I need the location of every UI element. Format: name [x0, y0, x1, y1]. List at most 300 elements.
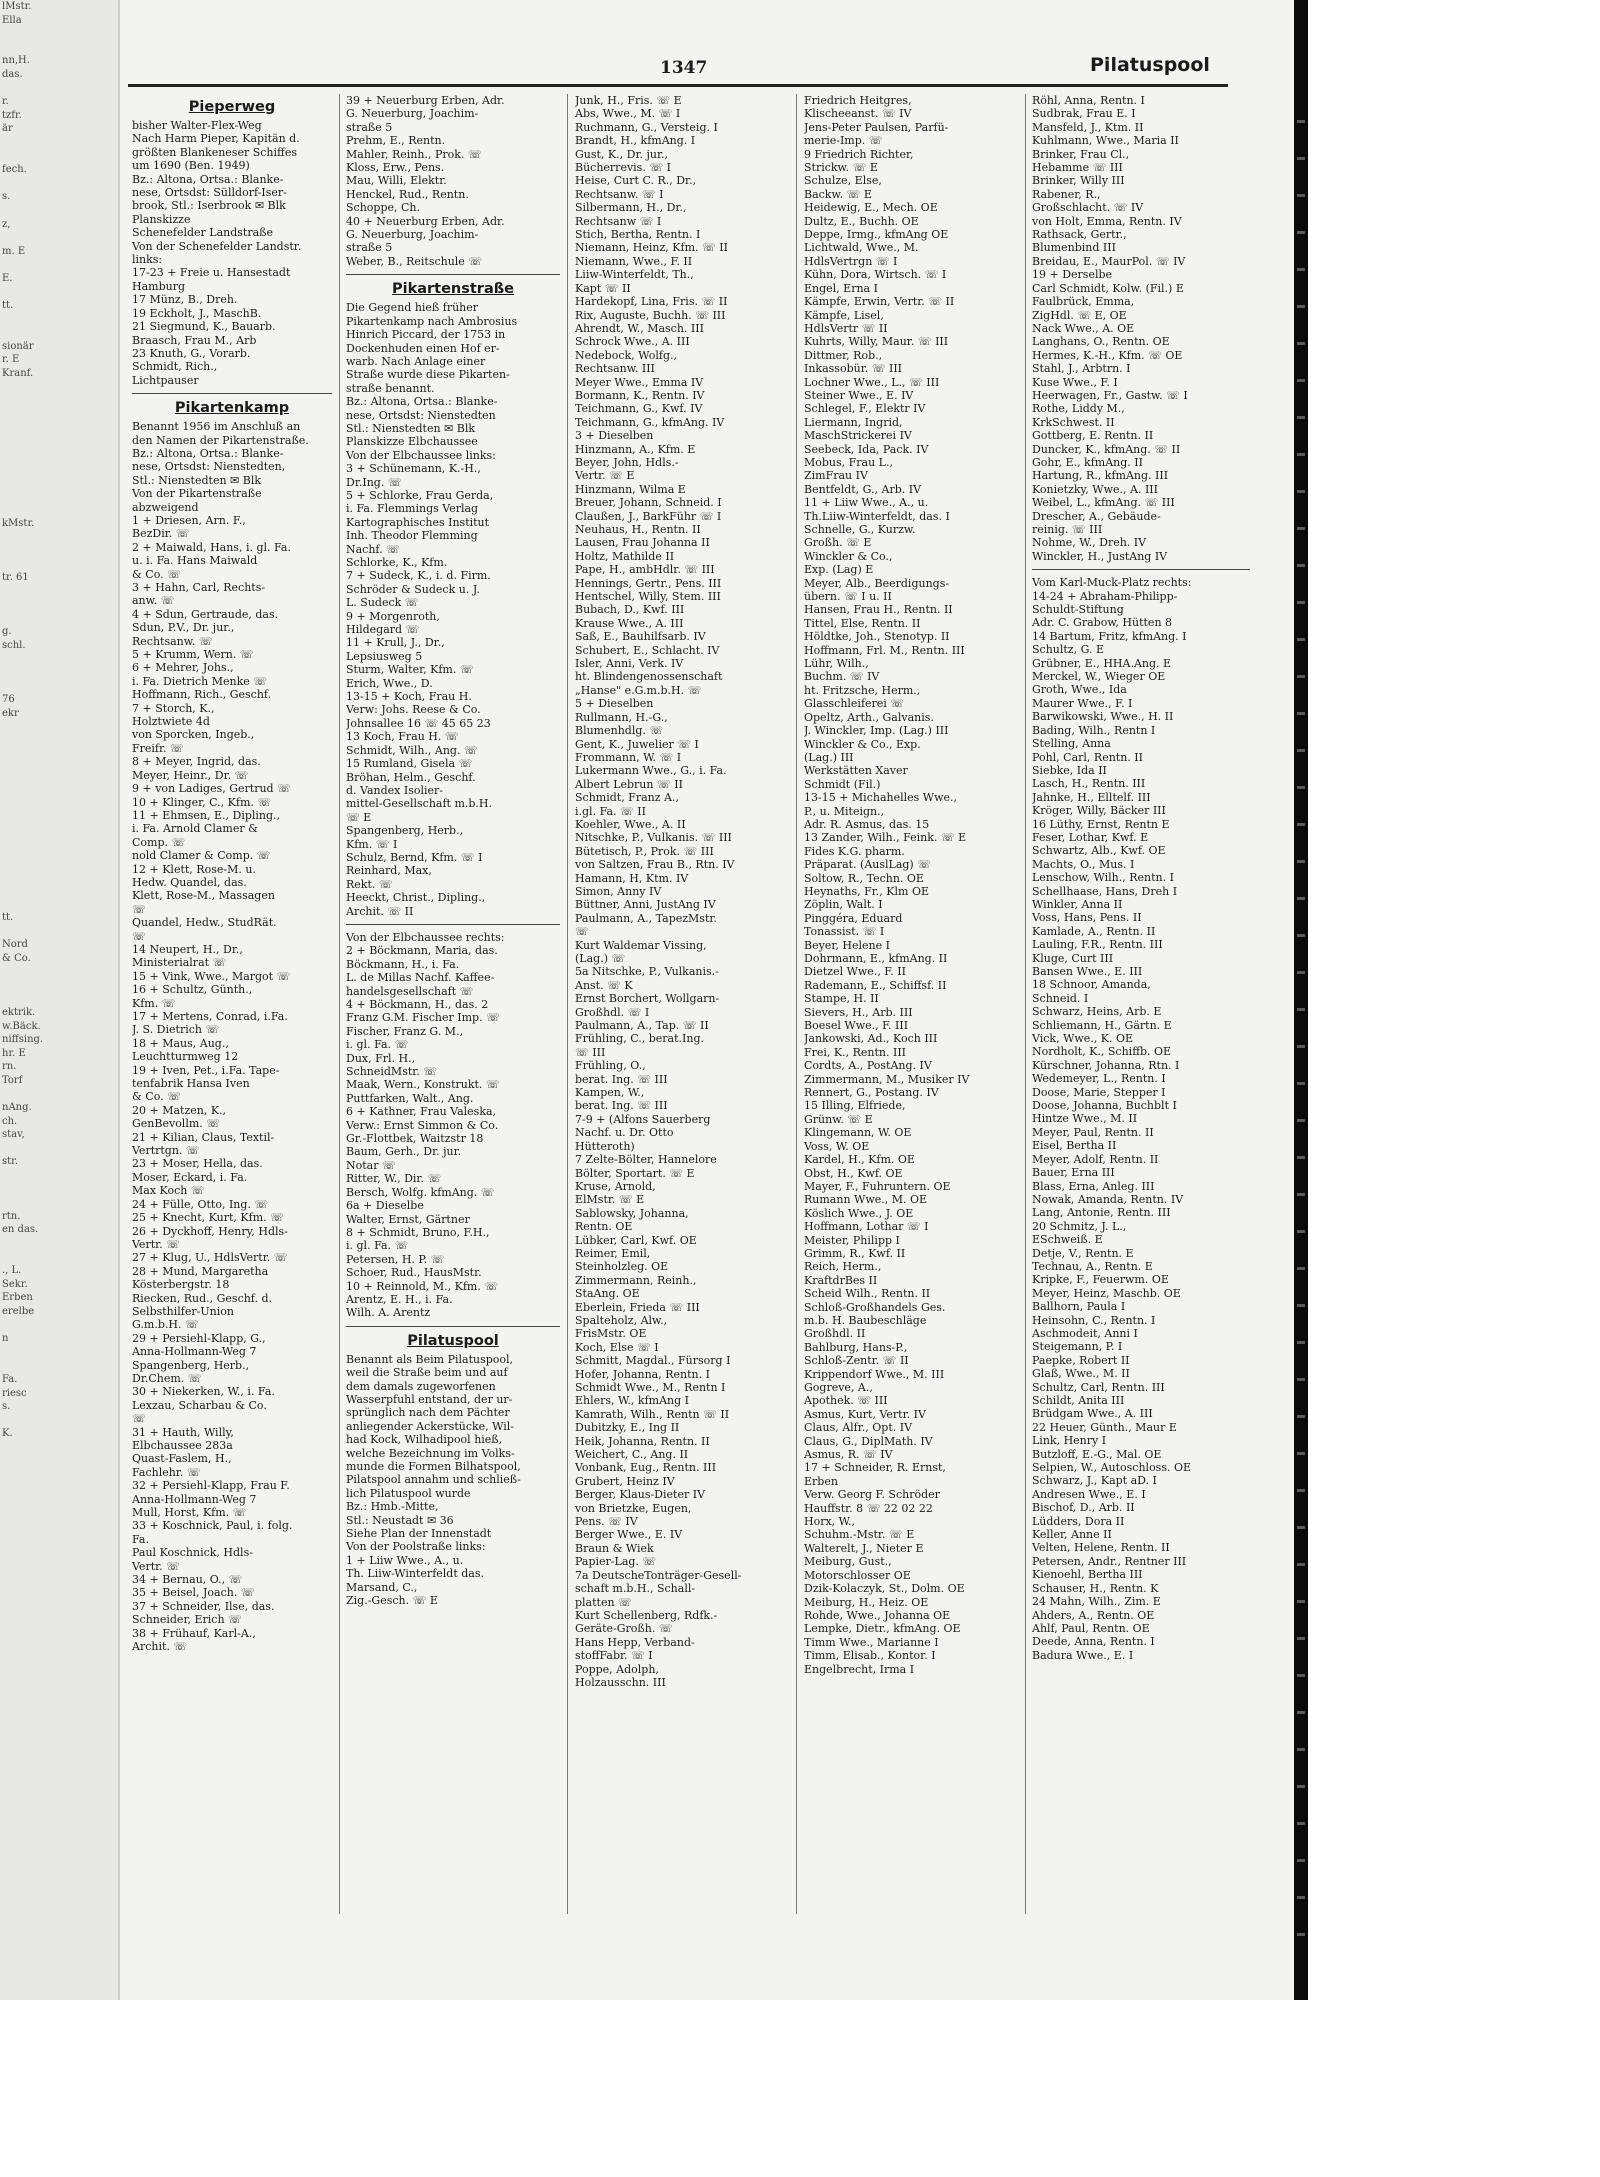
directory-entry-line: Die Gegend hieß früher: [346, 301, 479, 315]
directory-entry-line: 34 + Bernau, O., ☏: [132, 1573, 243, 1587]
binding-mark: [1297, 1748, 1305, 1751]
directory-entry-line: Grubert, Heinz IV: [575, 1474, 675, 1488]
directory-entry-line: Gogreve, A.,: [804, 1381, 873, 1394]
directory-entry-line: Hans Hepp, Verband-: [575, 1635, 695, 1649]
directory-entry-line: Weber, B., Reitschule ☏: [346, 254, 483, 268]
directory-entry-line: lich Pilatuspool wurde: [346, 1486, 471, 1500]
directory-entry-line: Rothe, Liddy M.,: [1032, 402, 1125, 416]
gutter-fragment: [0, 856, 118, 870]
directory-entry-line: Jens-Peter Paulsen, Parfü-: [804, 120, 949, 134]
directory-entry-line: Link, Henry I: [1032, 1434, 1107, 1448]
directory-entry-line: Dietzel Wwe., F. II: [804, 965, 906, 979]
directory-entry-line: Brandt, H., kfmAng. I: [575, 134, 696, 148]
directory-entry-line: Langhans, O., Rentn. OE: [1032, 335, 1170, 349]
directory-entry-line: Asmus, R. ☏ IV: [804, 1448, 893, 1462]
directory-entry-line: nese, Ortsdst: Nienstedten,: [132, 460, 286, 474]
directory-entry-line: Klett, Rose-M., Massagen: [132, 889, 275, 903]
directory-entry-line: 19 + Derselbe: [1032, 268, 1113, 282]
binding-mark: [1297, 860, 1305, 863]
directory-entry-line: Mull, Horst, Kfm. ☏: [132, 1506, 247, 1520]
binding-mark: [1297, 564, 1305, 567]
section-rule: [346, 1326, 560, 1327]
directory-entry-line: Bütetisch, P., Prok. ☏ III: [575, 844, 714, 858]
directory-entry-line: Poppe, Adolph,: [575, 1662, 659, 1676]
directory-entry-line: berat. Ing. ☏ III: [575, 1099, 668, 1113]
directory-entry-line: Straße wurde diese Pikarten-: [346, 368, 510, 382]
gutter-fragment: & Co.: [2, 952, 31, 964]
directory-entry-line: 6 + Mehrer, Johs.,: [132, 661, 234, 675]
directory-entry-line: Schlegel, F., Elektr IV: [804, 402, 926, 416]
directory-entry-line: Dr.Ing. ☏: [346, 475, 402, 489]
directory-entry-line: Von der Elbchaussee rechts:: [346, 930, 505, 944]
directory-entry-line: Schnelle, G., Kurzw.: [804, 523, 916, 536]
gutter-fragment: [0, 394, 118, 408]
directory-entry-line: Asmus, Kurt, Vertr. IV: [804, 1407, 926, 1421]
gutter-fragment: [0, 897, 118, 911]
directory-entry-line: Heik, Johanna, Rentn. II: [575, 1434, 710, 1448]
directory-entry-line: Hennings, Gertr., Pens. III: [575, 576, 722, 590]
directory-entry-line: Kienoehl, Bertha III: [1032, 1568, 1143, 1582]
directory-entry-line: KrkSchwest. II: [1032, 415, 1115, 429]
directory-entry-line: Petersen, H. P. ☏: [346, 1252, 445, 1266]
directory-entry-line: 17 + Schneider, R. Ernst,: [804, 1461, 946, 1475]
directory-entry-line: Zöplin, Walt. I: [804, 898, 883, 912]
directory-entry-line: Reich, Herm.,: [804, 1260, 882, 1274]
gutter-fragment: [0, 965, 118, 979]
directory-entry-line: Stl.: Nienstedten ✉ Blk: [346, 421, 476, 435]
directory-entry-line: Steigemann, P. I: [1032, 1340, 1123, 1354]
directory-entry-line: Barwikowski, Wwe., H. II: [1032, 710, 1174, 724]
directory-entry-line: Sablowsky, Johanna,: [575, 1206, 689, 1220]
gutter-fragment: [0, 816, 118, 830]
directory-entry-line: Saß, E., Bauhilfsarb. IV: [575, 630, 706, 644]
binding-mark: [1297, 268, 1305, 271]
directory-entry-line: Büttner, Anni, JustAng IV: [575, 898, 716, 912]
directory-entry-line: Hinrich Piccard, der 1753 in: [346, 328, 506, 342]
binding-mark: [1297, 1785, 1305, 1788]
directory-entry-line: Bubach, D., Kwf. III: [575, 603, 685, 617]
directory-entry-line: Hoffmann, Rich., Geschf.: [132, 688, 272, 702]
directory-entry-line: Stl.: Nienstedten ✉ Blk: [132, 473, 262, 487]
directory-entry-line: Wasserpfuhl entstand, der ur-: [346, 1392, 513, 1406]
directory-entry-line: nold Clamer & Comp. ☏: [132, 849, 271, 863]
directory-entry-line: Schloß-Großhandels Ges.: [804, 1300, 946, 1314]
directory-entry-line: Kröger, Willy, Bäcker III: [1032, 804, 1166, 818]
directory-entry-line: Badura Wwe., E. I: [1032, 1648, 1134, 1662]
directory-entry-line: J. Winckler, Imp. (Lag.) III: [804, 724, 949, 738]
directory-entry-line: 6 + Kathner, Frau Valeska,: [346, 1105, 497, 1119]
directory-entry-line: Feser, Lothar, Kwf. E: [1032, 830, 1149, 844]
directory-entry-line: Konietzky, Wwe., A. III: [1032, 482, 1158, 496]
directory-entry-line: Kurt Schellenberg, Rdfk.-: [575, 1608, 718, 1622]
directory-entry-line: 7 Zelte-Bölter, Hannelore: [575, 1153, 717, 1167]
gutter-fragment: kMstr.: [2, 517, 35, 529]
directory-entry-line: Kamlade, A., Rentn. II: [1032, 924, 1156, 938]
directory-entry-line: Wilh. A. Arentz: [346, 1306, 431, 1320]
gutter-fragment: [0, 666, 118, 680]
directory-entry-line: Papier-Lag. ☏: [575, 1555, 657, 1569]
directory-entry-line: Pohl, Carl, Rentn. II: [1032, 750, 1143, 764]
gutter-fragment: [0, 734, 118, 748]
directory-entry-line: 38 + Frühauf, Karl-A.,: [132, 1626, 256, 1640]
directory-entry-line: ☏ E: [346, 810, 372, 824]
gutter-fragment: [0, 258, 118, 272]
directory-entry-line: Hamburg: [132, 279, 186, 293]
directory-entry-line: ESchweiß. E: [1032, 1233, 1103, 1247]
binding-mark: [1297, 194, 1305, 197]
directory-entry-line: Ahders, A., Rentn. OE: [1032, 1608, 1155, 1622]
directory-entry-line: 5a Nitschke, P., Vulkanis.-: [575, 965, 719, 979]
directory-entry-line: den Namen der Pikartenstraße.: [132, 433, 309, 447]
directory-entry-line: Th. Liiw-Winterfeldt das.: [346, 1567, 484, 1581]
directory-entry-line: 22 Heuer, Günth., Maur E: [1032, 1420, 1177, 1434]
directory-entry-line: Friedrich Heitgres,: [804, 94, 912, 107]
binding-mark: [1297, 1193, 1305, 1196]
binding-mark: [1297, 1896, 1305, 1899]
directory-entry-line: Ministerialrat ☏: [132, 956, 227, 970]
directory-entry-line: Horx, W.,: [804, 1515, 856, 1529]
gutter-fragment: Erben: [2, 1292, 33, 1304]
gutter-fragment: [0, 1359, 118, 1373]
directory-entry-line: Heerwagen, Fr., Gastw. ☏ I: [1032, 388, 1188, 402]
directory-entry-line: Rathsack, Gertr.,: [1032, 228, 1127, 242]
directory-entry-line: reinig. ☏ III: [1032, 523, 1103, 536]
directory-entry-line: Cordts, A., PostAng. IV: [804, 1059, 932, 1073]
directory-entry-line: Dittmer, Rob.,: [804, 348, 883, 362]
directory-entry-line: Maurer Wwe., F. I: [1032, 696, 1133, 710]
directory-entry-line: Brüdgam Wwe., A. III: [1032, 1407, 1153, 1421]
gutter-fragment: [0, 748, 118, 762]
directory-entry-line: Nack Wwe., A. OE: [1032, 321, 1135, 335]
directory-entry-line: GenBevollm. ☏: [132, 1117, 221, 1131]
directory-entry-line: Von der Schenefelder Landstr.: [132, 239, 302, 253]
directory-entry-line: Eisel, Bertha II: [1032, 1139, 1117, 1153]
gutter-fragment: r. E: [2, 354, 20, 366]
directory-entry-line: Kloss, Erw., Pens.: [346, 161, 445, 175]
gutter-fragment: hr. E: [2, 1047, 26, 1059]
directory-entry-line: Soltow, R., Techn. OE: [804, 871, 924, 885]
directory-entry-line: Rentn. OE: [575, 1220, 633, 1234]
directory-entry-line: platten ☏: [575, 1595, 632, 1609]
directory-entry-line: 13 Koch, Frau H. ☏: [346, 730, 459, 744]
directory-entry-line: weil die Straße beim und auf: [346, 1366, 508, 1380]
directory-entry-line: Weibel, L., kfmAng. ☏ III: [1032, 496, 1175, 510]
directory-entry-line: Ehlers, W., kfmAng I: [575, 1394, 689, 1408]
directory-entry-line: Planskizze Elbchaussee: [346, 435, 478, 449]
directory-entry-line: Duncker, K., kfmAng. ☏ II: [1032, 442, 1181, 456]
directory-entry-line: Nachf. u. Dr. Otto: [575, 1126, 674, 1140]
gutter-fragment: [0, 557, 118, 571]
directory-entry-line: ZimFrau IV: [804, 469, 868, 483]
directory-entry-line: Timm, Elisab., Kontor. I: [804, 1649, 936, 1663]
directory-entry-line: Rumann Wwe., M. OE: [804, 1193, 928, 1207]
directory-entry-line: Schuhm.-Mstr. ☏ E: [804, 1528, 915, 1542]
street-heading: Pikartenstraße: [391, 281, 515, 298]
directory-entry-line: Mau, Willi, Elektr.: [346, 174, 447, 188]
directory-entry-line: Sudbrak, Frau E. I: [1032, 107, 1136, 121]
directory-entry-line: Pinggéra, Eduard: [804, 911, 903, 925]
gutter-fragment: ., L.: [2, 1265, 22, 1277]
gutter-fragment: [0, 1237, 118, 1251]
directory-entry-line: Braun & Wiek: [575, 1541, 654, 1555]
directory-entry-line: Machts, O., Mus. I: [1032, 857, 1135, 871]
gutter-fragment: [0, 924, 118, 938]
directory-entry-line: Lochner Wwe., L., ☏ III: [804, 375, 940, 389]
directory-entry-line: Reinhard, Max,: [346, 864, 432, 878]
directory-entry-line: Geräte-Großh. ☏: [575, 1622, 673, 1636]
gutter-fragment: [0, 530, 118, 544]
directory-entry-line: Glaß, Wwe., M. II: [1032, 1367, 1130, 1381]
directory-entry-line: Nach Harm Pieper, Kapitän d.: [132, 132, 300, 146]
directory-entry-line: Frommann, W. ☏ I: [575, 750, 682, 764]
directory-entry-line: Anst. ☏ K: [575, 978, 633, 992]
directory-entry-line: Opeltz, Arth., Galvanis.: [804, 710, 934, 724]
directory-entry-line: Erich, Wwe., D.: [346, 676, 433, 690]
directory-entry-line: Kamrath, Wilh., Rentn ☏ II: [575, 1407, 730, 1421]
binding-mark: [1297, 490, 1305, 493]
directory-entry-line: 6a + Dieselbe: [346, 1199, 424, 1213]
directory-entry-line: Abs, Wwe., M. ☏ I: [575, 107, 681, 121]
directory-entry-line: Bz.: Altona, Ortsa.: Blanke-: [132, 446, 284, 460]
directory-entry-line: Hartung, R., kfmAng. III: [1032, 469, 1169, 483]
directory-entry-line: Quandel, Hedw., StudRät.: [132, 916, 277, 930]
directory-entry-line: ☏ III: [575, 1045, 606, 1059]
directory-entry-line: Inh. Theodor Flemming: [346, 529, 478, 543]
directory-entry-line: i. gl. Fa. ☏: [346, 1038, 409, 1052]
directory-entry-line: Schoer, Rud., HausMstr.: [346, 1266, 482, 1280]
directory-entry-line: Glasschleiferei ☏: [804, 697, 905, 711]
binding-mark: [1297, 1341, 1305, 1344]
directory-entry-line: Zig.-Gesch. ☏ E: [346, 1594, 438, 1608]
binding-mark: [1297, 1711, 1305, 1714]
gutter-fragment: tr. 61: [2, 571, 29, 583]
directory-entry-line: Dr.Chem. ☏: [132, 1371, 202, 1385]
directory-entry-line: Ahlf, Paul, Rentn. OE: [1032, 1621, 1150, 1635]
gutter-fragment: [0, 1319, 118, 1333]
directory-entry-line: Albert Lebrun ☏ II: [575, 777, 683, 791]
directory-entry-line: Gust, K., Dr. jur.,: [575, 147, 669, 161]
directory-entry-line: tenfabrik Hansa Iven: [132, 1077, 250, 1091]
directory-entry-line: Schultz, G. E: [1032, 643, 1105, 657]
gutter-fragment: ch.: [2, 1115, 18, 1127]
directory-entry-line: Großhdl. II: [804, 1327, 866, 1341]
directory-entry-line: Röhl, Anna, Rentn. I: [1032, 94, 1145, 107]
directory-entry-line: Hintze Wwe., M. II: [1032, 1112, 1138, 1126]
directory-entry-line: Vonbank, Eug., Rentn. III: [575, 1461, 717, 1475]
directory-entry-line: Breuer, Johann, Schneid. I: [575, 496, 722, 510]
directory-entry-line: Riecken, Rud., Geschf. d.: [132, 1291, 273, 1305]
binding-mark: [1297, 305, 1305, 308]
binding-mark: [1297, 1563, 1305, 1566]
directory-entry-line: Hütteroth): [575, 1139, 635, 1153]
gutter-fragment: [0, 843, 118, 857]
directory-entry-line: 18 Schnoor, Amanda,: [1032, 978, 1151, 992]
directory-entry-line: von Brietzke, Eugen,: [575, 1501, 692, 1515]
directory-entry-line: Beyer, Helene I: [804, 938, 890, 952]
directory-entry-line: Comp. ☏: [132, 835, 186, 849]
binding-mark: [1297, 1230, 1305, 1233]
directory-entry-line: had Kock, Wilhadipool hieß,: [346, 1433, 503, 1447]
directory-entry-line: Lübker, Carl, Kwf. OE: [575, 1233, 697, 1247]
directory-entry-line: Kämpfe, Erwin, Vertr. ☏ II: [804, 295, 955, 309]
directory-entry-line: Winckler, H., JustAng IV: [1032, 549, 1168, 563]
directory-entry-line: Zimmermann, M., Musiker IV: [804, 1072, 970, 1086]
directory-entry-line: Lichtwald, Wwe., M.: [804, 241, 919, 255]
directory-entry-line: Zimmermann, Reinh.,: [575, 1273, 697, 1287]
directory-entry-line: 19 + Iven, Pet., i.Fa. Tape-: [132, 1063, 280, 1077]
directory-entry-line: 9 Friedrich Richter,: [804, 147, 914, 161]
directory-entry-line: Bücherrevis. ☏ I: [575, 161, 671, 175]
directory-entry-line: Stl.: Neustadt ✉ 36: [346, 1513, 454, 1527]
directory-entry-line: Andresen Wwe., E. I: [1032, 1487, 1146, 1501]
gutter-fragment: rtn.: [2, 1210, 21, 1222]
directory-entry-line: Buchm. ☏ IV: [804, 670, 880, 684]
directory-entry-line: Stahl, J., Arbtrn. I: [1032, 362, 1131, 376]
binding-mark: [1297, 749, 1305, 752]
directory-entry-line: Kösterbergstr. 18: [132, 1278, 230, 1292]
directory-entry-line: Schwarz, Heins, Arb. E: [1032, 1005, 1162, 1019]
directory-entry-line: übern. ☏ I u. II: [804, 590, 892, 604]
directory-entry-line: Bading, Wilh., Rentn I: [1032, 723, 1156, 737]
gutter-fragment: [0, 1414, 118, 1428]
directory-entry-line: Paepke, Robert II: [1032, 1353, 1130, 1367]
header-rule: [128, 84, 1228, 87]
directory-entry-line: Gr.-Flottbek, Waitzstr 18: [346, 1132, 484, 1146]
directory-entry-line: Bz.: Altona, Ortsa.: Blanke-: [346, 395, 498, 409]
gutter-fragment: [0, 1088, 118, 1102]
gutter-fragment: [0, 775, 118, 789]
directory-entry-line: L. Sudeck ☏: [346, 596, 419, 610]
binding-mark: [1297, 934, 1305, 937]
directory-entry-line: Gent, K., Juwelier ☏ I: [575, 737, 699, 751]
directory-entry-line: Heise, Curt C. R., Dr.,: [575, 174, 697, 188]
directory-entry-line: Frühling, O.,: [575, 1059, 646, 1073]
directory-entry-line: Paulmann, A., Tap. ☏ II: [575, 1019, 709, 1033]
directory-entry-line: Schwartz, Alb., Kwf. OE: [1032, 844, 1166, 858]
directory-entry-line: Freifr. ☏: [132, 741, 184, 755]
directory-entry-line: straße 5: [346, 241, 393, 255]
gutter-fragment: tt.: [2, 911, 14, 923]
directory-entry-line: Schlorke, K., Kfm.: [346, 556, 448, 569]
directory-entry-line: ☏: [575, 925, 589, 939]
directory-entry-line: Junk, H., Fris. ☏ E: [575, 94, 682, 107]
directory-entry-line: Schmidt Wwe., M., Rentn I: [575, 1381, 726, 1394]
directory-entry-line: Puttfarken, Walt., Ang.: [346, 1091, 474, 1105]
directory-entry-line: dem damals zugeworfenen: [346, 1379, 496, 1393]
directory-entry-line: 14 Neupert, H., Dr.,: [132, 942, 243, 956]
directory-entry-line: & Co. ☏: [132, 567, 181, 581]
directory-entry-line: Frei, K., Rentn. III: [804, 1045, 907, 1059]
directory-column-3: [575, 94, 789, 1974]
gutter-fragment: [0, 27, 118, 41]
directory-entry-line: 12 + Klett, Rose-M. u.: [132, 862, 256, 876]
directory-entry-line: Sturm, Walter, Kfm. ☏: [346, 663, 474, 677]
directory-entry-line: Holtz, Mathilde II: [575, 549, 675, 563]
directory-entry-line: Rennert, G., Postang. IV: [804, 1086, 939, 1100]
directory-entry-line: 29 + Persiehl-Klapp, G.,: [132, 1331, 266, 1345]
directory-entry-line: Schauser, H., Rentn. K: [1032, 1581, 1159, 1595]
directory-entry-line: Vertr. ☏ E: [575, 469, 635, 483]
directory-entry-line: Hamann, H, Ktm. IV: [575, 871, 689, 885]
directory-entry-line: größten Blankeneser Schiffes: [132, 145, 297, 159]
gutter-fragment: Ella: [2, 14, 22, 26]
directory-entry-line: Sievers, H., Arb. III: [804, 1005, 913, 1019]
left-page-gutter: [0, 0, 120, 2000]
directory-entry-line: Tittel, Else, Rentn. II: [804, 616, 921, 630]
running-head-street: Pilatuspool: [1090, 54, 1210, 76]
gutter-fragment: schl.: [2, 639, 26, 651]
column-divider: [567, 94, 568, 1914]
gutter-fragment: [0, 41, 118, 55]
directory-entry-line: Bauer, Erna III: [1032, 1166, 1115, 1180]
directory-entry-line: Butzloff, E.-G., Mal. OE: [1032, 1447, 1162, 1461]
gutter-fragment: [0, 761, 118, 775]
directory-entry-line: Nohme, W., Dreh. IV: [1032, 536, 1147, 550]
directory-entry-line: Jankowski, Ad., Koch III: [804, 1032, 938, 1046]
gutter-fragment: [0, 421, 118, 435]
directory-entry-line: Dzik-Kolaczyk, St., Dolm. OE: [804, 1582, 965, 1596]
directory-entry-line: Meyer, Paul, Rentn. II: [1032, 1125, 1154, 1139]
directory-entry-line: Moser, Eckard, i. Fa.: [132, 1170, 248, 1184]
directory-entry-line: Kartographisches Institut: [346, 515, 490, 529]
gutter-fragment: [0, 544, 118, 558]
directory-entry-line: Quast-Faslem, H.,: [132, 1452, 232, 1466]
directory-entry-line: Baum, Gerh., Dr. jur.: [346, 1145, 462, 1159]
gutter-fragment: [0, 489, 118, 503]
directory-entry-line: Boesel Wwe., F. III: [804, 1019, 909, 1033]
directory-entry-line: Archit. ☏: [132, 1640, 188, 1654]
directory-entry-line: Meister, Philipp I: [804, 1233, 900, 1247]
gutter-fragment: sionär: [2, 340, 34, 352]
directory-entry-line: 23 Knuth, G., Vorarb.: [132, 346, 251, 360]
directory-entry-line: schaft m.b.H., Schall-: [575, 1582, 696, 1596]
binding-mark: [1297, 157, 1305, 160]
binding-mark: [1297, 971, 1305, 974]
directory-entry-line: Heidewig, E., Mech. OE: [804, 201, 938, 215]
gutter-fragment: g.: [2, 626, 12, 638]
directory-entry-line: Silbermann, H., Dr.,: [575, 201, 687, 215]
directory-entry-line: Hauffstr. 8 ☏ 22 02 22: [804, 1501, 933, 1515]
directory-entry-line: Rullmann, H.-G.,: [575, 710, 668, 724]
directory-entry-line: 4 + Sdun, Gertraude, das.: [132, 607, 279, 621]
directory-entry-line: Stampe, H. II: [804, 992, 879, 1006]
gutter-fragment: Kranf.: [2, 368, 34, 380]
binding-mark: [1297, 231, 1305, 234]
directory-entry-line: i. Fa. Dietrich Menke ☏: [132, 674, 268, 688]
directory-entry-line: Heynaths, Fr., Klm OE: [804, 884, 929, 898]
directory-entry-line: Weichert, C., Ang. II: [575, 1448, 689, 1462]
directory-entry-line: StaAng. OE: [575, 1287, 640, 1301]
directory-entry-line: 1 + Driesen, Arn. F.,: [132, 513, 246, 527]
directory-entry-line: Stich, Bertha, Rentn. I: [575, 228, 701, 242]
directory-entry-line: Mahler, Reinh., Prok. ☏: [346, 147, 482, 161]
directory-entry-line: Franz G.M. Fischer Imp. ☏: [346, 1011, 500, 1025]
binding-mark: [1297, 712, 1305, 715]
directory-entry-line: Erben: [804, 1474, 838, 1488]
directory-entry-line: Holzausschn. III: [575, 1675, 666, 1689]
directory-entry-line: 13 Zander, Wilh., Feink. ☏ E: [804, 831, 967, 845]
directory-entry-line: ☏: [132, 902, 146, 916]
directory-entry-line: 14 Bartum, Fritz, kfmAng. I: [1032, 629, 1187, 643]
directory-entry-line: Meyer, Heinr., Dr. ☏: [132, 768, 249, 782]
directory-entry-line: 4 + Böckmann, H., das. 2: [346, 998, 489, 1011]
directory-entry-line: Großh. ☏ E: [804, 536, 872, 550]
directory-entry-line: Doose, Johanna, Buchblt I: [1032, 1099, 1177, 1113]
directory-entry-line: Hedw. Quandel, das.: [132, 875, 247, 889]
directory-entry-line: links:: [132, 253, 163, 267]
directory-entry-line: Winkler, Anna II: [1032, 897, 1123, 911]
directory-entry-line: 21 Siegmund, K., Bauarb.: [132, 320, 276, 334]
